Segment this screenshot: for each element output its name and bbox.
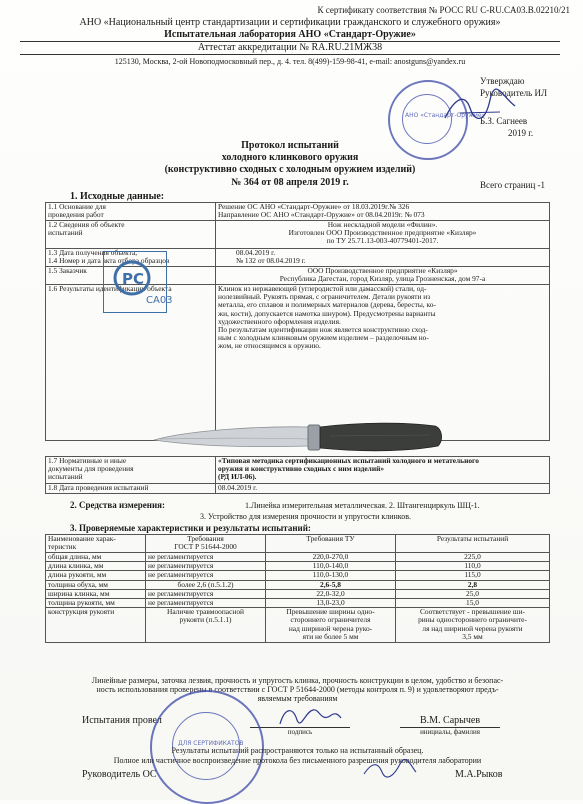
cell: 2,8: [396, 580, 550, 589]
row-value: Нож нескладной модели «Филин». Изготовлен ООО Производственное предприятие «Кизляр» по ТУ 25.71.13-003-40779401-2017.: [216, 221, 550, 249]
total-pages: Всего страниц -1: [480, 180, 546, 190]
title-line-3: (конструктивно сходных с холодным оружием изделий): [164, 164, 416, 175]
head-signature: [360, 758, 420, 780]
table-row: [46, 221, 550, 249]
organization-name: АНО «Национальный центр стандартизации и сертификации гражданского и служебного оружия»: [79, 17, 501, 28]
row-value: Решение ОС АНО «Стандарт-Оружие» от 18.03.2019г.№ 326 Направление ОС АНО «Стандарт-Оружие» от 08.04.2019г. № 073: [216, 203, 550, 221]
row-label: 1.3 Дата получения объекта, 1.4 Номер и дата акта отбора образцов: [46, 249, 216, 267]
svg-text:PC: PC: [122, 270, 145, 288]
cell: 13,0-23,0: [266, 599, 396, 608]
cell: не регламентируется: [146, 571, 266, 580]
title-line-1: Протокол испытаний: [241, 140, 339, 151]
laboratory-name: Испытательная лаборатория АНО «Стандарт-Оружие»: [20, 29, 560, 42]
results-table: [45, 534, 550, 643]
cell: более 2,6 (п.5.1.2): [146, 580, 266, 589]
approve-year: 2019 г.: [508, 128, 534, 138]
head-name: М.А.Рыков: [455, 769, 503, 780]
cell: 115,0: [396, 571, 550, 580]
stamp-bottom-text: ДЛЯ СЕРТИФИКАТОВ: [178, 740, 244, 747]
address-line: 125130, Москва, 2-ой Новоподмосковный пер., д. 4. тел. 8(499)-159-98-41, e-mail: anostguns@yandex.ru: [114, 57, 466, 66]
cell: Соответствует - превышение ши- рины одностороннего ограничите- ля над шириной черена рукояти 3,5 мм: [396, 608, 550, 643]
cell: 2,6-5,8: [266, 580, 396, 589]
cell: длина рукояти, мм: [46, 571, 146, 580]
cell: ширина клинка, мм: [46, 589, 146, 598]
cell: Наличие травмоопасной рукояти (п.5.1.1): [146, 608, 266, 643]
cell: толщина рукояти, мм: [46, 599, 146, 608]
cell: 15,0: [396, 599, 550, 608]
row-value: «Типовая методика сертификационных испытаний холодного и метательного оружия и конструктивно сходных с ним изделий» (РД ИЛ-06).: [216, 457, 550, 484]
approve-label: Утверждаю: [480, 76, 525, 86]
name-caption: инициалы, фамилия: [420, 728, 480, 736]
protocol-number: № 364 от 08 апреля 2019 г.: [231, 177, 349, 188]
section-1-heading: 1. Исходные данные:: [70, 191, 165, 202]
cell: Превышение ширины одно- стороннего ограничителя над шириной черена руко- яти не более 5 мм: [266, 608, 396, 643]
cell: не регламентируется: [146, 562, 266, 571]
cell: длина клинка, мм: [46, 562, 146, 571]
table-row: [46, 457, 550, 484]
column-header: Требования ГОСТ Р 51644-2000: [146, 535, 266, 553]
cell: 110,0-130,0: [266, 571, 396, 580]
initial-data-table: [45, 202, 550, 441]
cell: 25,0: [396, 589, 550, 598]
tested-by-label: Испытания провел: [82, 715, 162, 726]
row-value: 08.04.2019 г.: [216, 484, 550, 494]
tested-by-name: В.М. Сарычев: [420, 715, 481, 726]
row-value: ООО Производственное предприятие «Кизляр» Республика Дагестан, город Кизляр, улица Грозненская, дом 97-а: [216, 267, 550, 285]
cell: 22,0-32,0: [266, 589, 396, 598]
column-header: Результаты испытаний: [396, 535, 550, 553]
table-row: [46, 203, 550, 221]
row-label: 1.2 Сведения об объекте испытаний: [46, 221, 216, 249]
accreditation: Аттестат аккредитации № RA.RU.21МЖ38: [20, 42, 560, 55]
tester-signature: [275, 702, 345, 732]
table-header-row: [46, 535, 550, 553]
cell: общая длина, мм: [46, 553, 146, 562]
cell: 225,0: [396, 553, 550, 562]
row-value: Клинок из нержавеющей (углеродистой или дамасской) стали, од- нолезвийный. Рукоять прямая, с ограничителем. Детали рукояти из металла, его сплавов и полимерных материалов (дерева, бересты, ко- жи, кости), допускается намотка шнуром). Предусмотрены варианты художественного оформления изделия. По результатам идентификации нож является конструктивно сход- ным с холодным клинковым оружием изделием – разделочным но- жом, не относящимся к оружию.: [216, 285, 550, 441]
table-row: [46, 580, 550, 589]
approve-name: Б.З. Сагнеев: [480, 116, 528, 126]
column-header: Требования ТУ: [266, 535, 396, 553]
stamp-top-text: АНО «Стандарт-Оружие»: [405, 112, 486, 119]
column-header: Наименование харак- теристик: [46, 535, 146, 553]
footer-note-2: Полное или частичное воспроизведение протокола без письменного разрешения руководителя лаборатории: [113, 756, 482, 765]
means-line-1: 1.Линейка измерительная металлическая. 2. Штангенциркуль ШЦ-1.: [245, 501, 480, 510]
cell: не регламентируется: [146, 553, 266, 562]
row-label: 1.7 Нормативные и иные документы для проведения испытаний: [46, 457, 216, 484]
means-line-2: 3. Устройство для измерения прочности и упругости клинков.: [200, 512, 412, 521]
row-label: 1.1 Основание для проведения работ: [46, 203, 216, 221]
signature-caption: подпись: [287, 728, 313, 736]
cell: 220,0-270,0: [266, 553, 396, 562]
cell: 110,0-140,0: [266, 562, 396, 571]
approver-signature: [440, 88, 520, 128]
title-line-2: холодного клинкового оружия: [221, 152, 359, 163]
row-label: 1.8 Дата проведения испытаний: [46, 484, 216, 494]
conclusion-note: Линейные размеры, заточка лезвия, прочность и упругость клинка, прочность конструкции в целом, удобство и безопас- ность использования проверены в соответствии с ГОСТ Р 51644-2000 (методы контроля п. 9) и удовлетворяют предъ- являемым требованиям: [91, 676, 504, 703]
row-label: 1.5 Заказчик: [46, 267, 216, 285]
section-3-heading: 3. Проверяемые характеристики и результаты испытаний:: [70, 523, 311, 533]
cell: не регламентируется: [146, 599, 266, 608]
cell: не регламентируется: [146, 589, 266, 598]
table-row: [46, 571, 550, 580]
norm-docs-table: [45, 456, 550, 494]
head-label: Руководитель ОС: [82, 769, 157, 780]
knife-photo: [150, 414, 450, 462]
rst-code: CA03: [146, 295, 173, 306]
row-value: 08.04.2019 г. № 132 от 08.04.2019 г.: [216, 249, 550, 267]
row-label: 1.6 Результаты идентификации объекта: [46, 285, 216, 441]
cell: 110,0: [396, 562, 550, 571]
cell: толщина обуха, мм: [46, 580, 146, 589]
approve-position: Руководитель ИЛ: [480, 88, 548, 98]
section-2-heading: 2. Средства измерения:: [70, 500, 165, 510]
footer-note-1: Результаты испытаний распространяются только на испытанный образец.: [171, 746, 424, 755]
certificate-reference: К сертификату соответствия № РОСС RU C-RU.CA03.B.02210/21: [317, 5, 570, 15]
table-row: [46, 484, 550, 494]
table-row: [46, 608, 550, 643]
cell: конструкция рукояти: [46, 608, 146, 643]
